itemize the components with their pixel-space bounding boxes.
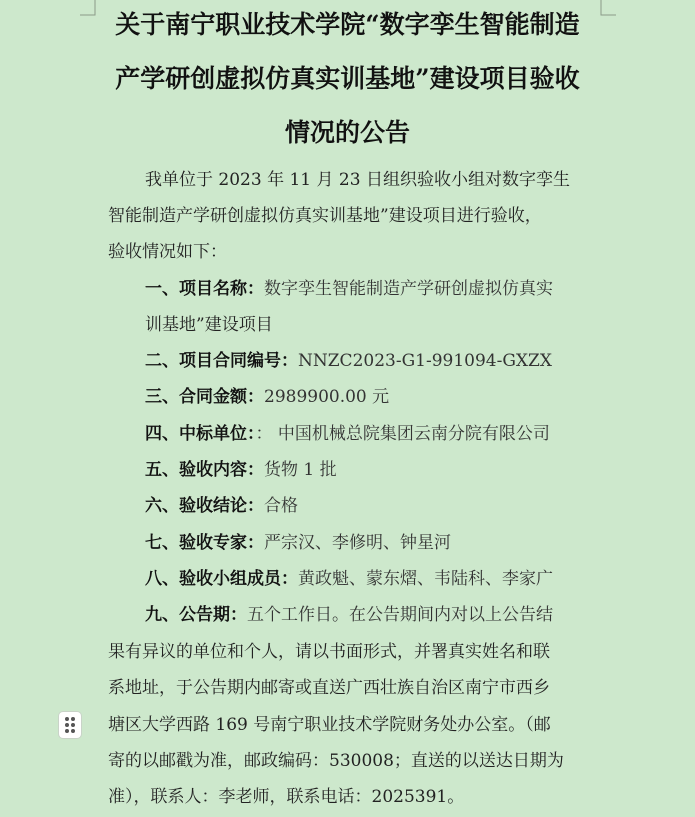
item-label: 四、中标单位： — [145, 424, 256, 444]
item-value: 数字孪生智能制造产学研创虚拟仿真实 — [264, 279, 553, 299]
notice-line: 准），联系人：李老师，联系电话：2025391。 — [108, 787, 465, 807]
notice-line: 系地址，于公告期内邮寄或直送广西壮族自治区南宁市西乡 — [108, 678, 550, 698]
intro-line: 我单位于 2023 年 11 月 23 日组织验收小组对数字孪生 — [145, 170, 570, 190]
item-acceptance-conclusion — [145, 496, 298, 516]
item-value: 五个工作日。在公告期间内对以上公告结 — [247, 605, 553, 625]
item-value: 货物 1 批 — [264, 460, 337, 480]
intro-line: 智能制造产学研创虚拟仿真实训基地”建设项目进行验收， — [108, 206, 542, 226]
item-label: 一、项目名称： — [145, 279, 264, 299]
drag-handle-icon[interactable] — [59, 712, 81, 738]
item-label: 二、项目合同编号： — [145, 351, 298, 371]
title-line-2: 产学研创虚拟仿真实训基地”建设项目验收 — [115, 64, 580, 93]
item-notice-period — [145, 605, 553, 625]
notice-line: 果有异议的单位和个人，请以书面形式，并署真实姓名和联 — [108, 642, 550, 662]
top-left-crop-mark — [80, 0, 96, 16]
item-value: ： 中国机械总院集团云南分院有限公司 — [255, 424, 550, 444]
item-value: 黄政魁、蒙东熠、韦陆科、李家广 — [298, 569, 553, 589]
title-line-1: 关于南宁职业技术学院“数字孪生智能制造 — [115, 10, 580, 39]
item-label: 六、验收结论： — [145, 496, 264, 516]
item-value: 2989900.00 元 — [264, 387, 390, 407]
item-winning-bidder — [145, 424, 550, 444]
item-value: 合格 — [264, 496, 298, 516]
item-label: 八、验收小组成员： — [145, 569, 298, 589]
item-label: 七、验收专家： — [145, 533, 264, 553]
item-value: NNZC2023-G1-991094-GXZX — [298, 351, 552, 371]
notice-line: 寄的以邮戳为准，邮政编码：530008；直送的以送达日期为 — [108, 751, 564, 771]
item-value: 严宗汉、李修明、钟星河 — [264, 533, 451, 553]
top-right-crop-mark — [600, 0, 616, 16]
item-project-name-cont: 训基地”建设项目 — [145, 315, 273, 335]
item-acceptance-experts — [145, 533, 451, 553]
item-label: 五、验收内容： — [145, 460, 264, 480]
item-acceptance-content — [145, 460, 337, 480]
item-contract-amount — [145, 387, 389, 407]
item-label: 三、合同金额： — [145, 387, 264, 407]
item-acceptance-team — [145, 569, 553, 589]
notice-line: 塘区大学西路 169 号南宁职业技术学院财务处办公室。（邮 — [108, 715, 551, 735]
item-label: 九、公告期： — [145, 605, 247, 625]
intro-line: 验收情况如下： — [108, 242, 227, 262]
item-contract-number — [145, 351, 552, 371]
title-line-3: 情况的公告 — [284, 118, 410, 147]
item-project-name — [145, 279, 553, 299]
